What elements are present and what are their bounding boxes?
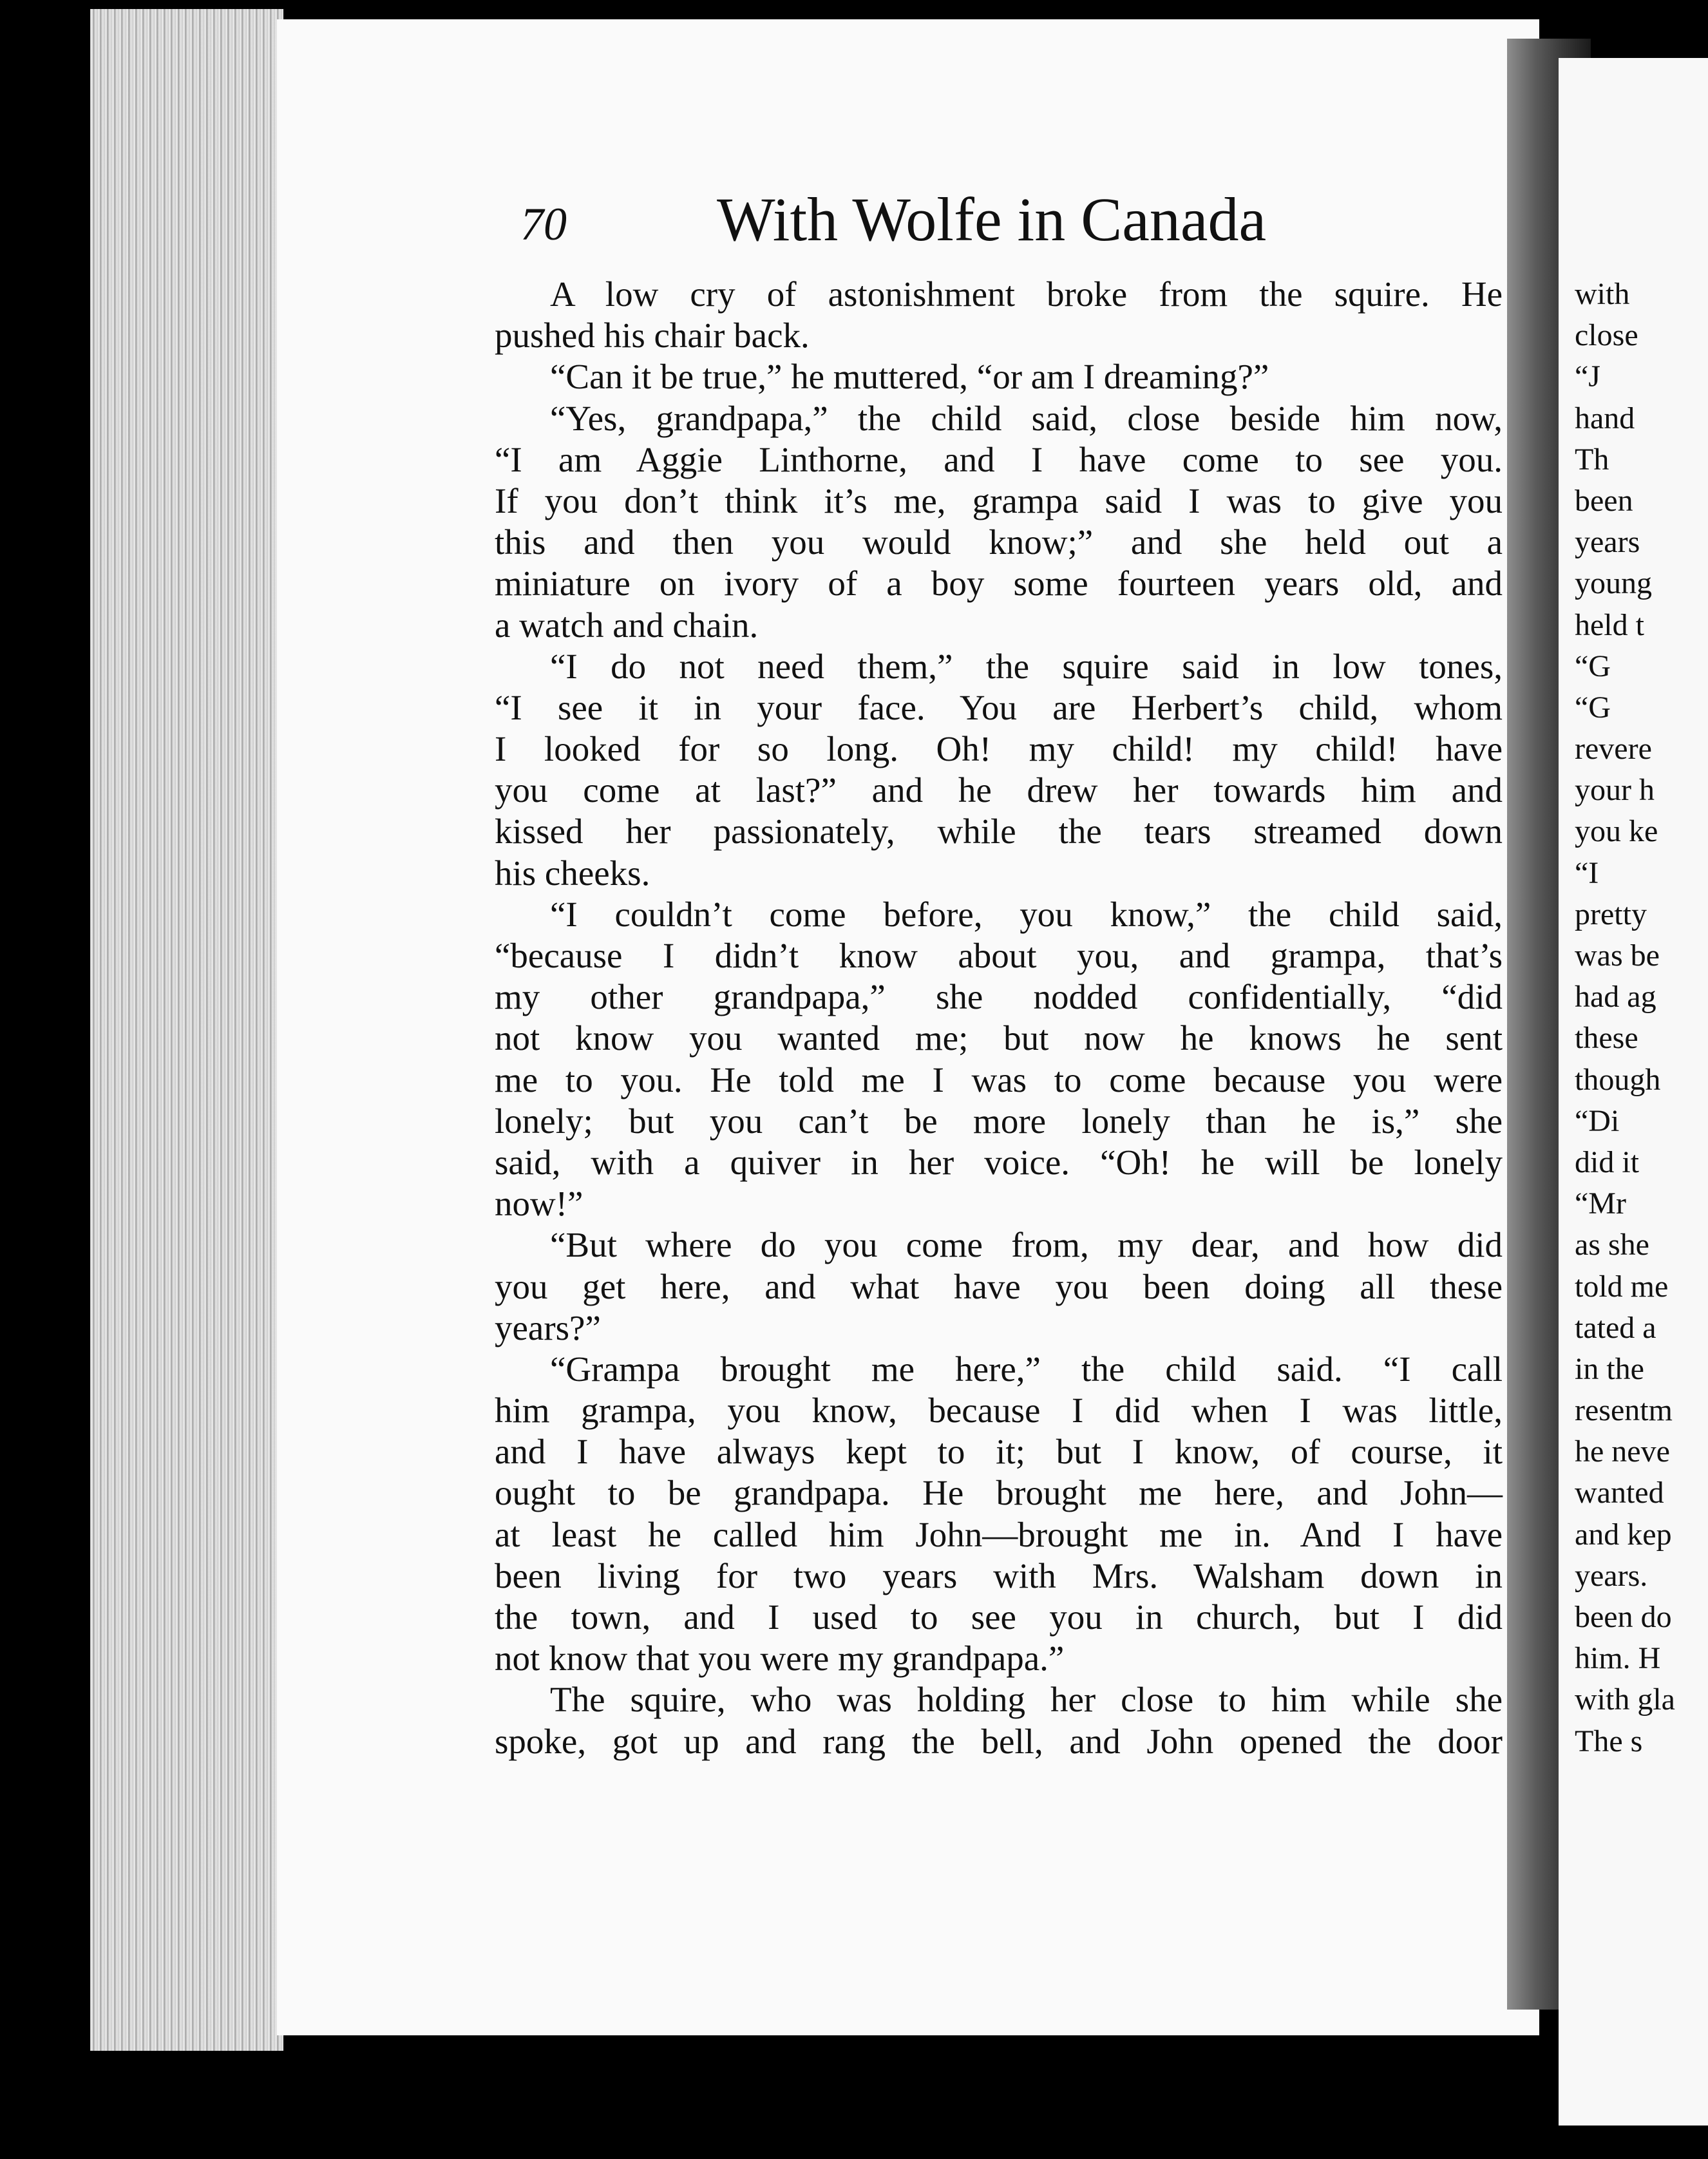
right-page-line: years. — [1575, 1558, 1648, 1593]
text-line: “because I didn’t know about you, and grampa, that’s — [495, 936, 1503, 975]
text-line: “Grampa brought me here,” the child said. “I call — [550, 1349, 1503, 1389]
right-page-line: “J — [1575, 359, 1600, 394]
running-title: With Wolfe in Canada — [717, 185, 1267, 254]
text-line: A low cry of astonishment broke from the squire. He — [550, 274, 1503, 314]
right-page-line: as she — [1575, 1228, 1649, 1262]
right-page-line: him. H — [1575, 1641, 1661, 1676]
right-page-line: young — [1575, 566, 1652, 601]
text-line: his cheeks. — [495, 853, 650, 893]
text-line: “I see it in your face. You are Herbert’s child, whom — [495, 687, 1503, 727]
right-page-line: did it — [1575, 1145, 1640, 1179]
right-page-line: “I — [1575, 855, 1599, 890]
right-page-line: years — [1575, 525, 1640, 560]
right-page-line: you ke — [1575, 814, 1658, 849]
text-line: not know that you were my grandpapa.” — [495, 1639, 1065, 1679]
right-page-line: he neve — [1575, 1434, 1670, 1469]
text-line: lonely; but you can’t be more lonely than he is,” she — [495, 1101, 1503, 1141]
right-page-line: had ag — [1575, 980, 1656, 1014]
body-text — [495, 274, 1503, 1762]
right-page-line: close — [1575, 318, 1638, 353]
text-line: The squire, who was holding her close to him while she — [550, 1680, 1503, 1720]
right-page-line: been — [1575, 483, 1633, 518]
right-page-line: revere — [1575, 732, 1652, 766]
text-line: me to you. He told me I was to come because you were — [495, 1060, 1503, 1099]
text-line: now!” — [495, 1184, 584, 1224]
right-page-line: resentm — [1575, 1393, 1673, 1428]
right-page-line: though — [1575, 1062, 1661, 1097]
right-page-line: was be — [1575, 938, 1660, 973]
right-page-line: been do — [1575, 1600, 1672, 1634]
text-line: miniature on ivory of a boy some fourteen years old, and — [495, 564, 1503, 604]
text-line: “I couldn’t come before, you know,” the child said, — [550, 894, 1503, 934]
text-line: I looked for so long. Oh! my child! my child! have — [495, 729, 1503, 769]
text-line: If you don’t think it’s me, grampa said I was to give you — [495, 480, 1503, 520]
text-line: ought to be grandpapa. He brought me here, and John— — [495, 1473, 1503, 1513]
right-page-line: Th — [1575, 442, 1609, 477]
text-line: my other grandpapa,” she nodded confidentially, “did — [495, 977, 1503, 1017]
text-line: “Can it be true,” he muttered, “or am I dreaming?” — [550, 357, 1269, 397]
right-page-line: and kep — [1575, 1517, 1672, 1552]
text-line: years?” — [495, 1308, 601, 1347]
book-page-edges — [90, 9, 283, 2051]
text-line: him grampa, you know, because I did when I was little, — [495, 1391, 1503, 1431]
page-header — [520, 184, 1338, 274]
text-line: at least he called him John—brought me in. And I have — [495, 1514, 1503, 1554]
text-line: you come at last?” and he drew her towards him and — [495, 770, 1503, 810]
right-page-line: “Mr — [1575, 1186, 1626, 1221]
text-line: “Yes, grandpapa,” the child said, close beside him now, — [550, 398, 1503, 438]
text-line: a watch and chain. — [495, 605, 759, 645]
right-page-line: wanted — [1575, 1476, 1664, 1510]
text-line: and I have always kept to it; but I know, of course, it — [495, 1432, 1503, 1472]
text-line: the town, and I used to see you in church, but I did — [495, 1597, 1503, 1637]
text-line: this and then you would know;” and she held out a — [495, 522, 1503, 562]
right-page-line: these — [1575, 1021, 1638, 1056]
right-page-line: “G — [1575, 690, 1611, 725]
text-line: not know you wanted me; but now he knows he sent — [495, 1018, 1503, 1058]
right-page-line: in the — [1575, 1351, 1644, 1386]
right-page-line: with — [1575, 277, 1630, 311]
text-line: pushed his chair back. — [495, 316, 810, 356]
right-page-line: with gla — [1575, 1682, 1675, 1717]
right-page-line: hand — [1575, 401, 1635, 435]
right-page-line: pretty — [1575, 897, 1647, 931]
right-page-line: “G — [1575, 649, 1611, 683]
right-page-line: “Di — [1575, 1103, 1620, 1138]
right-page-line: told me — [1575, 1269, 1669, 1304]
page-number: 70 — [520, 198, 567, 250]
right-page-text — [1575, 274, 1708, 1762]
text-line: kissed her passionately, while the tears streamed down — [495, 812, 1503, 851]
right-page-line: held t — [1575, 607, 1644, 642]
text-line: “But where do you come from, my dear, and how did — [550, 1225, 1503, 1265]
text-line: been living for two years with Mrs. Walsham down in — [495, 1555, 1503, 1595]
text-line: you get here, and what have you been doing all these — [495, 1266, 1503, 1306]
right-page-line: your h — [1575, 773, 1655, 808]
right-page-line: The s — [1575, 1724, 1643, 1758]
text-line: spoke, got up and rang the bell, and John opened the door — [495, 1721, 1503, 1761]
right-page-line: tated a — [1575, 1310, 1656, 1345]
text-line: “I do not need them,” the squire said in low tones, — [550, 646, 1503, 686]
text-line: said, with a quiver in her voice. “Oh! he will be lonely — [495, 1142, 1503, 1182]
text-line: “I am Aggie Linthorne, and I have come to see you. — [495, 439, 1503, 479]
